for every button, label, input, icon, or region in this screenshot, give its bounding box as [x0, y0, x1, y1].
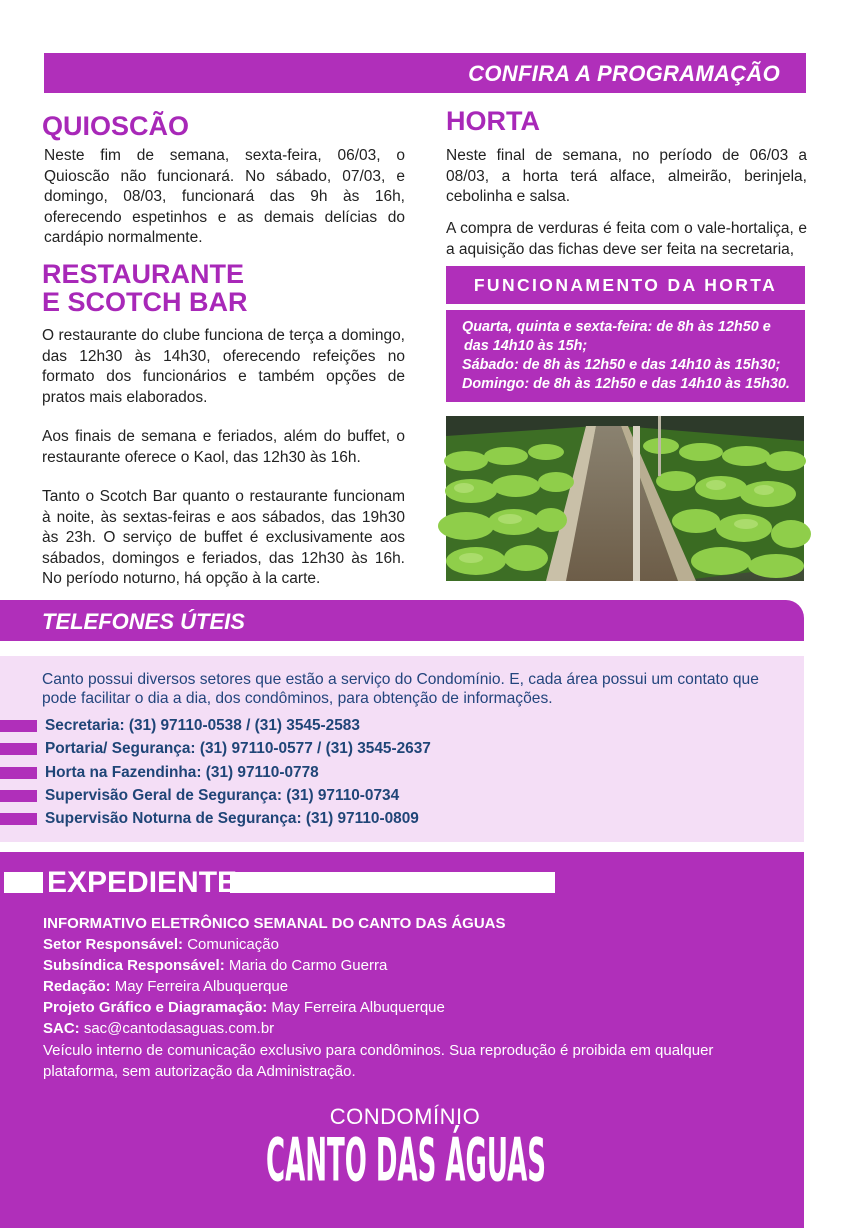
setor-value: Comunicação — [183, 936, 279, 953]
horta-heading: HORTA — [446, 106, 540, 136]
bullet-mark — [0, 813, 37, 825]
expediente-disclaimer-1: Veículo interno de comunicação exclusivo para condôminos. Sua reprodução é proibida em qualquer — [43, 1042, 714, 1059]
expediente-setor — [43, 934, 279, 955]
phone-item-supervisao-noturna — [0, 808, 780, 830]
phone-item-horta — [0, 762, 780, 784]
projeto-label: Projeto Gráfico e Diagramação: — [43, 999, 268, 1016]
phone-item-secretaria — [0, 715, 780, 737]
expediente-sac — [43, 1018, 274, 1039]
hours-line-4: Domingo: de 8h às 12h50 e das 14h10 às 15h30. — [462, 376, 790, 392]
funcionamento-title: FUNCIONAMENTO DA HORTA — [446, 266, 805, 304]
expediente-rule-left — [4, 872, 43, 893]
phone-item-portaria — [0, 738, 780, 760]
projeto-value: May Ferreira Albuquerque — [267, 999, 445, 1016]
sac-label: SAC: — [43, 1020, 80, 1037]
logo-canto-das-aguas — [256, 1124, 556, 1204]
sac-value[interactable]: sac@cantodasaguas.com.br — [79, 1020, 275, 1037]
funcionamento-hours — [446, 310, 805, 402]
expediente-subsindica — [43, 955, 387, 976]
hours-line-2: das 14h10 às 15h; — [464, 338, 588, 354]
redacao-value: May Ferreira Albuquerque — [110, 978, 289, 995]
phone-text: Secretaria: (31) 97110-0538 / (31) 3545-2583 — [45, 717, 360, 734]
restaurante-paragraph-1: O restaurante do clube funciona de terça a domingo, das 12h30 às 14h30, oferecendo refeições no formato dos funcionários e também opções de pratos mais elaborados. — [42, 327, 405, 406]
subsindica-value: Maria do Carmo Guerra — [224, 957, 388, 974]
programacao-banner: CONFIRA A PROGRAMAÇÃO — [44, 53, 806, 93]
phone-text: Portaria/ Segurança: (31) 97110-0577 / (31) 3545-2637 — [45, 740, 431, 757]
subsindica-label: Subsíndica Responsável: — [43, 957, 225, 974]
expediente-title: EXPEDIENTE — [47, 866, 238, 899]
bullet-mark — [0, 790, 37, 802]
bullet-mark — [0, 743, 37, 755]
restaurante-heading-line2: E SCOTCH BAR — [42, 287, 248, 317]
redacao-label: Redação: — [43, 978, 111, 995]
hours-line-1: Quarta, quinta e sexta-feira: de 8h às 12h50 e — [462, 319, 771, 335]
expediente-headline: INFORMATIVO ELETRÔNICO SEMANAL DO CANTO DAS ÁGUAS — [43, 915, 506, 932]
restaurante-paragraph-3: Tanto o Scotch Bar quanto o restaurante funcionam à noite, às sextas-feiras e aos sábados, das 19h30 às 23h. O serviço de buffet é exclusivamente aos sábados, domingos e feriados, das 12h30 às 16h. No período noturno, há opção à la carte. — [42, 488, 405, 587]
telefones-intro: Canto possui diversos setores que estão a serviço do Condomínio. E, cada área possui um contato que pode facilitar o dia a dia, dos condôminos, para obtenção de informações. — [42, 671, 759, 707]
expediente-projeto — [43, 997, 445, 1018]
bullet-mark — [0, 720, 37, 732]
telefones-header: TELEFONES ÚTEIS — [0, 600, 804, 641]
phone-item-supervisao-geral — [0, 785, 780, 807]
quioscao-text: Neste fim de semana, sexta-feira, 06/03, o Quioscão não funcionará. No sábado, 07/03, e domingo, 08/03, funcionará das 9h às 16h, oferecendo espetinhos e as demais delícias do cardápio normalmente. — [44, 147, 405, 246]
phone-text: Supervisão Geral de Segurança: (31) 97110-0734 — [45, 787, 400, 804]
horta-paragraph-2: A compra de verduras é feita com o vale-hortaliça, e a aquisição das fichas deve ser feita na secretaria, — [446, 220, 807, 258]
phone-text: Horta na Fazendinha: (31) 97110-0778 — [45, 764, 319, 781]
horta-paragraph-1: Neste final de semana, no período de 06/03 a 08/03, a horta terá alface, almeirão, berinjela, cebolinha e salsa. — [446, 147, 807, 205]
hours-line-3: Sábado: de 8h às 12h50 e das 14h10 às 15h30; — [462, 357, 781, 373]
restaurante-paragraph-2: Aos finais de semana e feriados, além do buffet, o restaurante oferece o Kaol, das 12h30 às 16h. — [42, 428, 405, 466]
phone-text: Supervisão Noturna de Segurança: (31) 97110-0809 — [45, 810, 419, 827]
bullet-mark — [0, 767, 37, 779]
quioscao-heading: QUIOSCÃO — [42, 111, 190, 141]
setor-label: Setor Responsável: — [43, 936, 184, 953]
expediente-redacao — [43, 976, 288, 997]
restaurante-heading-line1: RESTAURANTE — [42, 259, 244, 289]
logo-condominio: CONDOMÍNIO — [329, 1104, 481, 1129]
expediente-disclaimer-2: plataforma, sem autorização da Administração. — [43, 1063, 356, 1080]
greenhouse-photo — [446, 416, 804, 581]
expediente-rule-right — [230, 872, 555, 893]
logo-wordmark: CANTO DAS ÁGUAS — [266, 1126, 546, 1196]
